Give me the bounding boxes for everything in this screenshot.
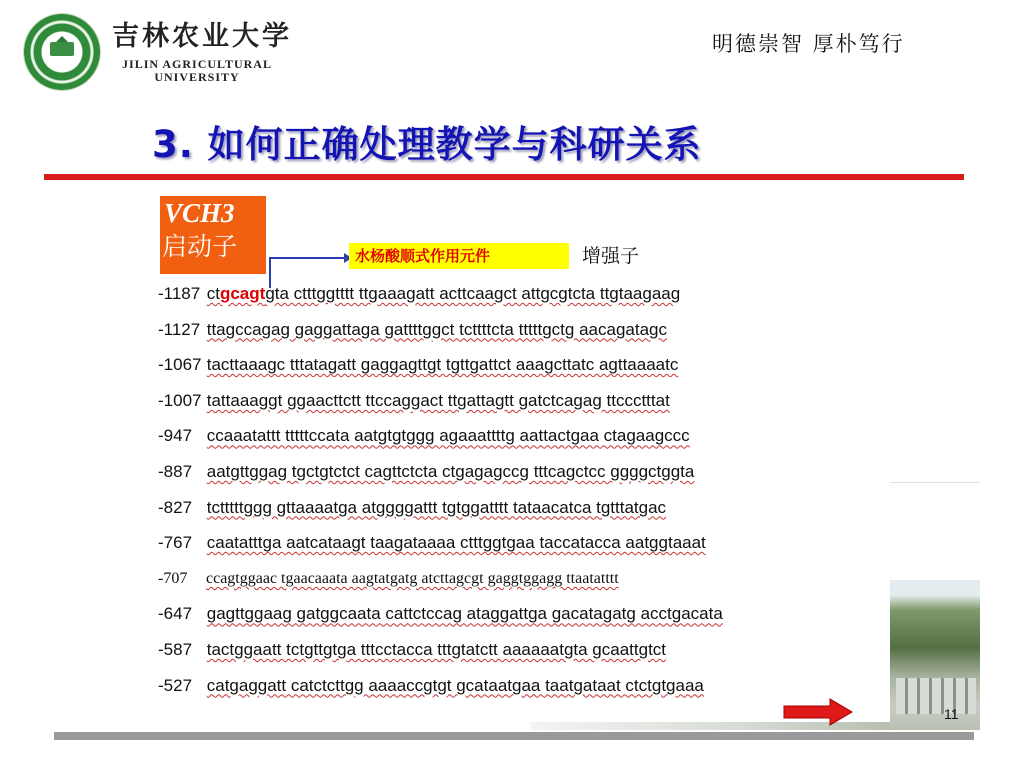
sequence-position: -827	[158, 497, 193, 517]
sequence-row	[158, 638, 723, 674]
sequence-row	[158, 496, 723, 532]
sequence-position: -887	[158, 461, 193, 481]
sequence-position: -647	[158, 604, 193, 624]
sequence-position: -707	[158, 569, 188, 587]
logo-english-line1: JILIN AGRICULTURAL	[122, 57, 272, 71]
sequence-text	[207, 284, 680, 303]
sequence-text: ccaaatattt tttttccata aatgtgtggg agaaattttg aattactgaa ctagaagccc	[206, 426, 690, 446]
logo-chinese-name: 吉林农业大学	[112, 21, 292, 52]
sequence-position: -947	[158, 426, 193, 446]
cis-element-label: 水杨酸顺式作用元件	[349, 243, 569, 269]
sequence-text: aatgttggag tgctgtctct cagttctcta ctgagagccg tttcagctcc ggggctggta	[206, 461, 695, 481]
sequence-row	[158, 602, 723, 638]
sequence-position: -767	[158, 533, 193, 553]
sequence-row	[158, 531, 723, 567]
slide-title: 3. 如何正确处理教学与科研关系	[152, 123, 702, 166]
campus-building-shape	[896, 678, 976, 714]
next-slide-arrow-icon[interactable]	[782, 698, 854, 726]
sequence-text: catgaggatt catctcttgg aaaaccgtgt gcataatgaa taatgataat ctctgtgaaa	[206, 675, 704, 695]
title-divider	[44, 174, 964, 180]
promoter-name: VCH3	[164, 198, 235, 228]
sequence-row	[158, 318, 723, 354]
sequence-suffix: gta ctttggtttt ttgaaagatt acttcaagct attgcgtcta ttgtaagaag	[265, 284, 681, 303]
university-seal-logo	[24, 14, 100, 90]
photo-top-line	[890, 482, 980, 483]
sequence-row	[158, 567, 723, 603]
sequence-text: tactggaatt tctgttgtga tttcctacca tttgtatctt aaaaaatgta gcaattgtct	[206, 639, 667, 659]
promoter-sequence-block	[158, 282, 723, 709]
sequence-position: -587	[158, 639, 193, 659]
sequence-row	[158, 424, 723, 460]
sequence-text: tctttttggg gttaaaatga atggggattt tgtggatttt tataacatca tgtttatgac	[206, 497, 667, 517]
logo-english-line2: UNIVERSITY	[154, 70, 240, 84]
sequence-text: caatatttga aatcataagt taagataaaa ctttggtgaa taccatacca aatggtaaat	[206, 533, 706, 553]
sequence-position: -1187	[158, 284, 201, 303]
enhancer-label: 增强子	[582, 245, 640, 267]
highlighted-motif: gcagt	[219, 284, 266, 303]
sequence-prefix: ct	[206, 284, 220, 303]
promoter-type: 启动子	[162, 232, 238, 261]
campus-photo	[890, 580, 980, 730]
sequence-row	[158, 389, 723, 425]
promoter-label-box	[160, 196, 266, 274]
sequence-rows	[158, 318, 723, 710]
sequence-position: -527	[158, 675, 193, 695]
sequence-text: gagttggaag gatggcaata cattctccag ataggattga gacatagatg acctgacata	[206, 604, 723, 624]
sequence-row	[158, 460, 723, 496]
sequence-text: tattaaaggt ggaacttctt ttccaggact ttgattagtt gatctcagag ttccctttat	[206, 390, 670, 410]
sequence-position: -1067	[158, 355, 202, 375]
sequence-position: -1007	[158, 390, 202, 410]
sequence-row	[158, 353, 723, 389]
university-logo-text	[112, 22, 292, 84]
sequence-row	[158, 282, 723, 318]
sequence-text: tacttaaagc tttatagatt gaggagttgt tgttgattct aaagcttatc agttaaaatc	[206, 355, 679, 375]
sequence-text: ccagtggaac tgaacaaata aagtatgatg atcttagcgt gaggtggagg ttaatatttt	[206, 569, 619, 587]
page-number: 11	[944, 706, 959, 722]
seal-building-shape	[50, 42, 74, 56]
sequence-row	[158, 674, 723, 710]
footer-divider	[54, 732, 974, 740]
sequence-position: -1127	[158, 319, 201, 339]
university-motto: 明德崇智 厚朴笃行	[712, 32, 905, 56]
sequence-text: ttagccagag gaggattaga gattttggct tcttttcta tttttgctg aacagatagc	[206, 319, 667, 339]
